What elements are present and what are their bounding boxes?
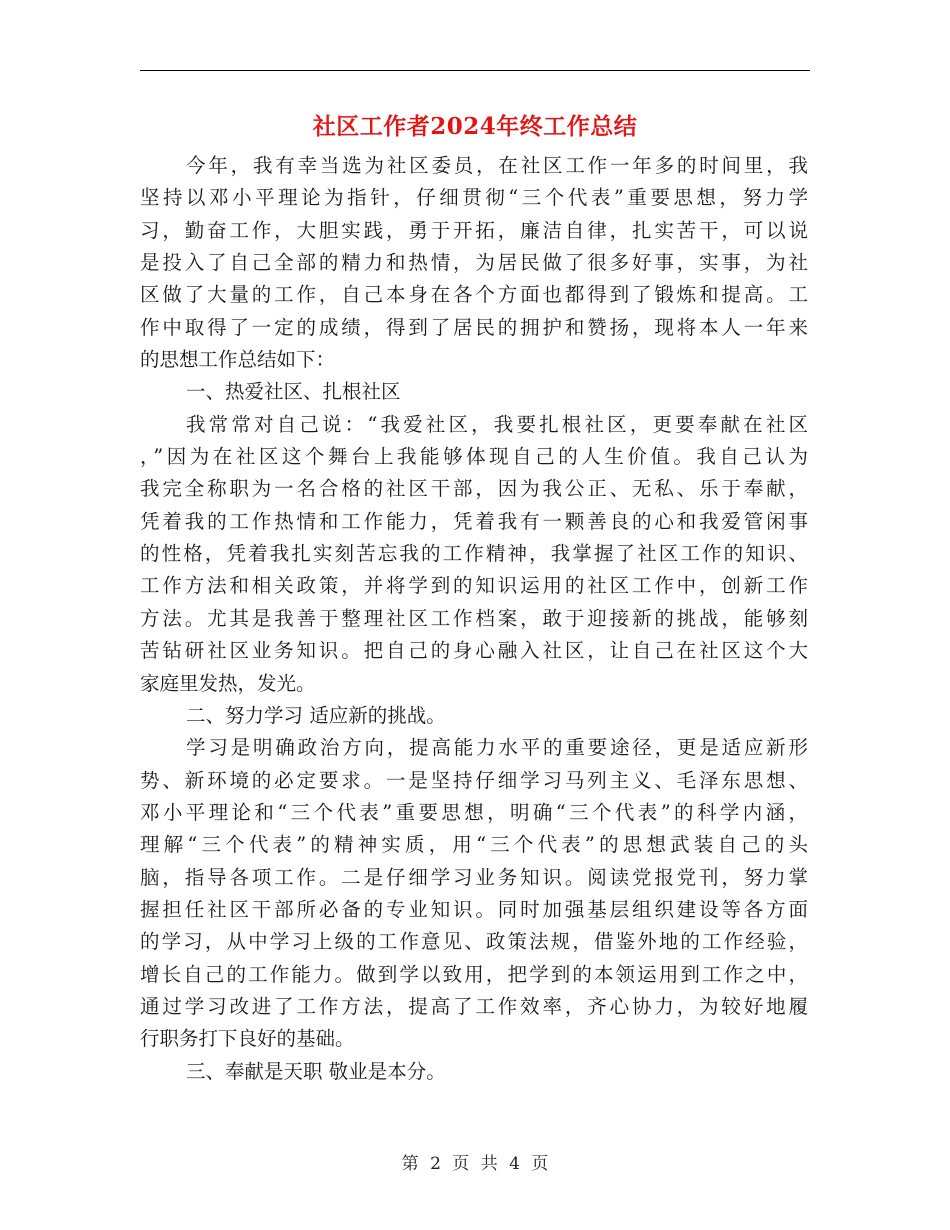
page-prefix: 第: [401, 1154, 419, 1174]
text-line: 家庭里发热，发光。: [140, 671, 316, 695]
document-body: [140, 150, 808, 1088]
text-line: 理解“三个代表”的精神实质，用“三个代表”的思想武装自己的头: [140, 833, 808, 857]
document-title: 社区工作者2024年终工作总结: [312, 113, 638, 140]
text-line: 的性格，凭着我扎实刻苦忘我的工作精神，我掌握了社区工作的知识、: [140, 542, 808, 566]
text-line: 的学习，从中学习上级的工作意见、政策法规，借鉴外地的工作经验，: [140, 930, 808, 954]
text-line: 区做了大量的工作，自己本身在各个方面也都得到了锻炼和提高。工: [140, 283, 808, 307]
text-line: 行职务打下良好的基础。: [140, 1027, 355, 1051]
text-line: 势、新环境的必定要求。一是坚持仔细学习马列主义、毛泽东思想、: [140, 768, 808, 792]
total-page-count: 4: [509, 1154, 520, 1174]
text-line: 工作方法和相关政策，并将学到的知识运用的社区工作中，创新工作: [140, 574, 808, 598]
current-page-number: 2: [430, 1154, 441, 1174]
text-line: 通过学习改进了工作方法，提高了工作效率，齐心协力，为较好地履: [140, 994, 808, 1018]
text-line: 是投入了自己全部的精力和热情，为居民做了很多好事，实事，为社: [140, 251, 808, 275]
text-line: 作中取得了一定的成绩，得到了居民的拥护和赞扬，现将本人一年来: [140, 315, 808, 339]
text-line: 脑，指导各项工作。二是仔细学习业务知识。阅读党报党刊，努力掌: [140, 865, 808, 889]
text-line: 握担任社区干部所必备的专业知识。同时加强基层组织建设等各方面: [140, 897, 808, 921]
text-line: 学习是明确政治方向，提高能力水平的重要途径，更是适应新形: [186, 736, 808, 760]
text-line: 邓小平理论和“三个代表”重要思想，明确“三个代表”的科学内涵，: [140, 800, 808, 824]
text-line: 二、努力学习 适应新的挑战。: [186, 703, 446, 727]
text-line: 苦钻研社区业务知识。把自己的身心融入社区，让自己在社区这个大: [140, 639, 808, 663]
text-line: 三、奉献是天职 敬业是本分。: [186, 1059, 446, 1083]
text-line: 的思想工作总结如下：: [140, 348, 336, 372]
total-prefix: 共: [480, 1154, 498, 1174]
page-unit: 页: [452, 1154, 470, 1174]
text-line: 凭着我的工作热情和工作能力，凭着我有一颗善良的心和我爱管闲事: [140, 509, 808, 533]
text-line: 我完全称职为一名合格的社区干部，因为我公正、无私、乐于奉献，: [140, 477, 808, 501]
text-line: 增长自己的工作能力。做到学以致用，把学到的本领运用到工作之中，: [140, 962, 808, 986]
text-line: ，”因为在社区这个舞台上我能够体现自己的人生价值。我自己认为: [140, 445, 808, 469]
page-suffix: 页: [531, 1154, 549, 1174]
text-line: 一、热爱社区、扎根社区: [186, 380, 401, 404]
text-line: 习，勤奋工作，大胆实践，勇于开拓，廉洁自律，扎实苦干，可以说: [140, 218, 808, 242]
page-footer: [140, 1152, 810, 1176]
text-line: 我常常对自己说：“我爱社区，我要扎根社区，更要奉献在社区: [186, 412, 808, 436]
text-line: 坚持以邓小平理论为指针，仔细贯彻“三个代表”重要思想，努力学: [140, 186, 808, 210]
text-line: 今年，我有幸当选为社区委员，在社区工作一年多的时间里，我: [186, 154, 808, 177]
header-rule: [140, 70, 810, 71]
text-line: 方法。尤其是我善于整理社区工作档案，敢于迎接新的挑战，能够刻: [140, 606, 808, 630]
